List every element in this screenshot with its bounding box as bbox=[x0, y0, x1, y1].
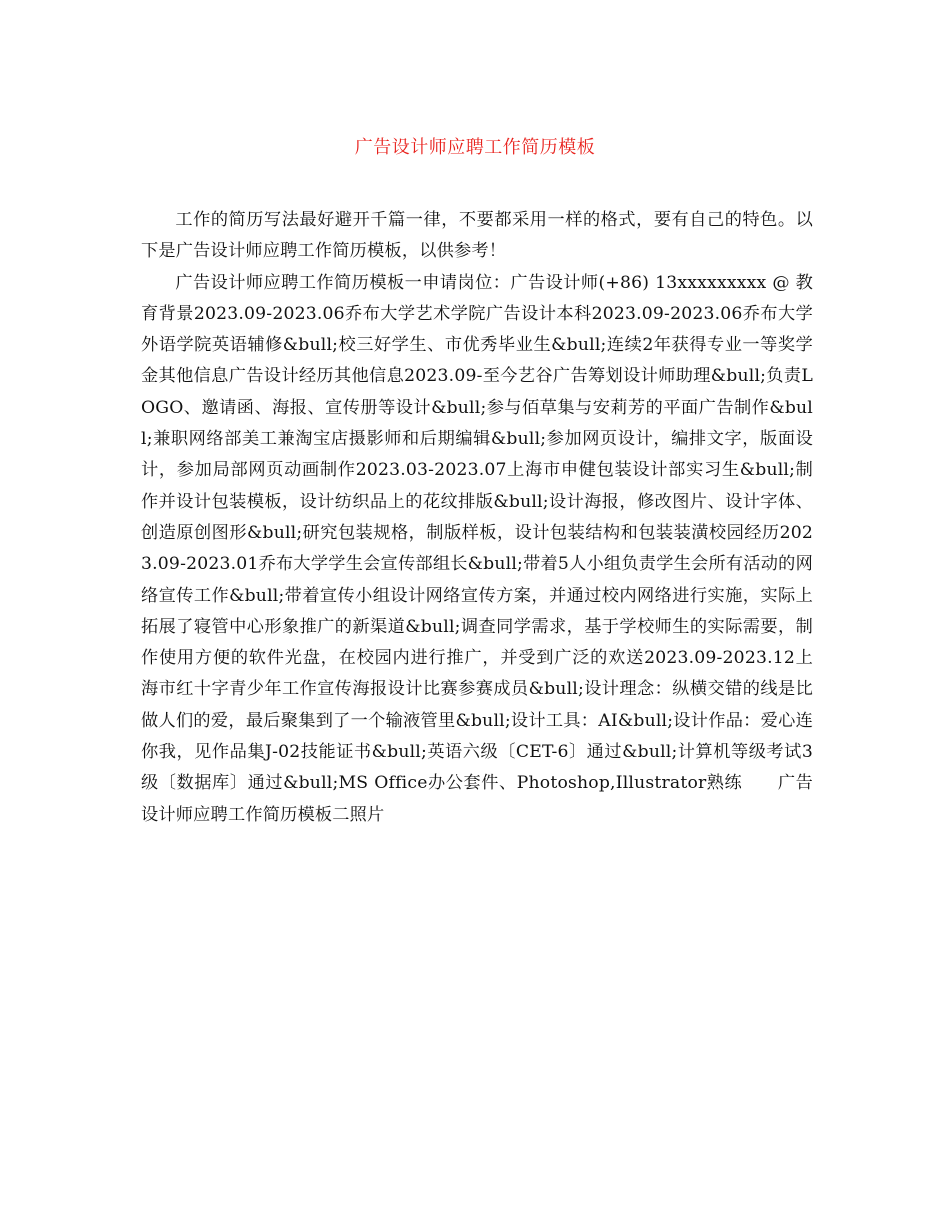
resume-paragraph: 广告设计师应聘工作简历模板一申请岗位：广告设计师(+86) 13xxxxxxxxx @ 教育背景2023.09-2023.06乔布大学艺术学院广告设计本科2023.09-2023.06乔布大学外语学院英语辅修&bull;校三好学生、市优秀毕业生&bull;连续2年获得专业一等奖学金其他信息广告设计经历其他信息2023.09-至今艺谷广告筹划设计师助理&bull;负责LOGO、邀请函、海报、宣传册等设计&bull;参与佰草集与安莉芳的平面广告制作&bull;兼职网络部美工兼淘宝店摄影师和后期编辑&bull;参加网页设计，编排文字，版面设计，参加局部网页动画制作2023.03-2023.07上海市申健包装设计部实习生&bull;制作并设计包装模板，设计纺织品上的花纹排版&bull;设计海报，修改图片、设计字体、创造原创图形&bull;研究包装规格，制版样板，设计包装结构和包装装潢校园经历2023.09-2023.01乔布大学学生会宣传部组长&bull;带着5人小组负责学生会所有活动的网络宣传工作&bull;带着宣传小组设计网络宣传方案，并通过校内网络进行实施，实际上拓展了寝管中心形象推广的新渠道&bull;调查同学需求，基于学校师生的实际需要，制作使用方便的软件光盘，在校园内进行推广，并受到广泛的欢送2023.09-2023.12上海市红十字青少年工作宣传海报设计比赛参赛成员&bull;设计理念：纵横交错的线是比做人们的爱，最后聚集到了一个输液管里&bull;设计工具：AI&bull;设计作品：爱心连你我，见作品集J-02技能证书&bull;英语六级〔CET-6〕通过&bull;计算机等级考试3级〔数据库〕通过&bull;MS Office办公套件、Photoshop,Illustrator熟练 广告设计师应聘工作简历模板二照片 bbox=[141, 272, 813, 825]
intro-paragraph: 工作的简历写法最好避开千篇一律，不要都采用一样的格式，要有自己的特色。以下是广告设计师应聘工作简历模板，以供参考！ bbox=[141, 210, 813, 262]
document-title: 广告设计师应聘工作简历模板 bbox=[354, 137, 596, 158]
document-body bbox=[141, 205, 813, 831]
